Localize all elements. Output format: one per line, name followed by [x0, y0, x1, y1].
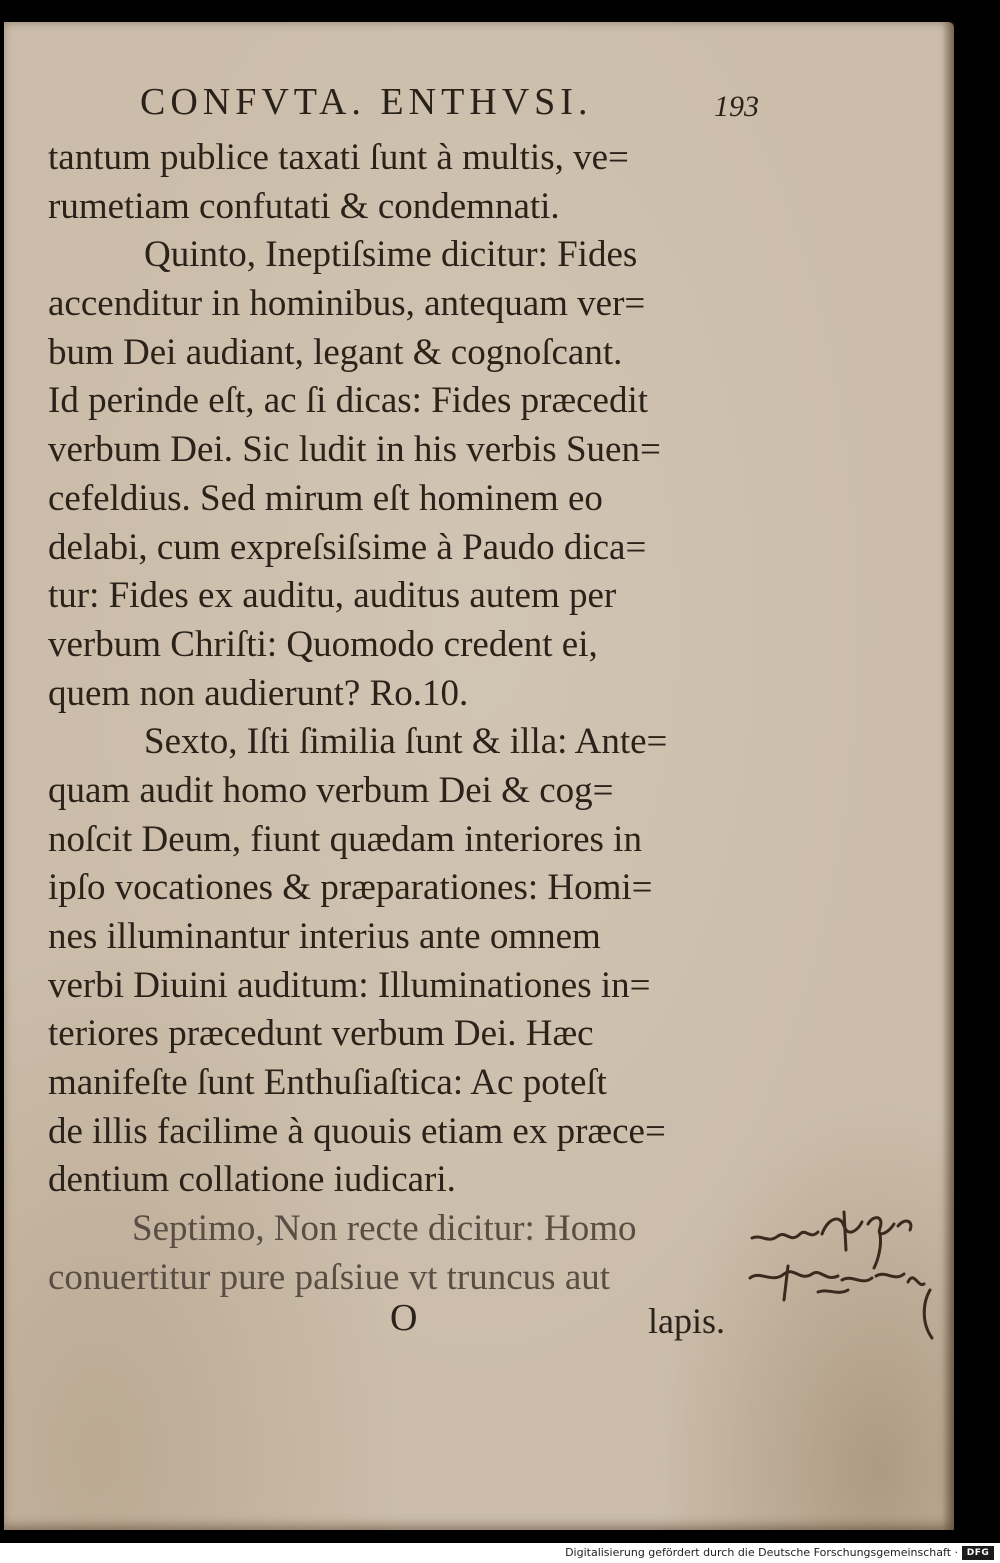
- text-line: noſcit Deum, fiunt quædam interiores in: [48, 818, 642, 860]
- text-line: teriores præcedunt verbum Dei. Hæc: [48, 1013, 594, 1055]
- catchword: lapis.: [648, 1301, 725, 1341]
- text-line: verbi Diuini auditum: Illuminationes in=: [48, 964, 651, 1006]
- book-page: [4, 22, 954, 1530]
- running-head-title: CONFVTA. ENTHVSI.: [140, 81, 593, 123]
- text-line: Quinto, Ineptiſsime dicitur: Fides: [144, 234, 638, 276]
- text-line: Septimo, Non recte dicitur: Homo: [132, 1208, 637, 1250]
- catchword-row: [48, 1296, 768, 1346]
- text-line: manifeſte ſunt Enthuſiaſtica: Ac poteſt: [48, 1062, 607, 1104]
- text-line: verbum Chriſti: Quomodo credent ei,: [48, 623, 598, 665]
- text-line: cefeldius. Sed mirum eſt hominem eo: [48, 477, 603, 519]
- handwritten-marginal-note-icon: [748, 1204, 948, 1344]
- signature-mark: O: [390, 1297, 418, 1339]
- text-line: nes illuminantur interius ante omnem: [48, 916, 601, 957]
- text-line: quem non audierunt? Ro.10.: [48, 672, 469, 714]
- text-line: Id perinde eſt, ac ſi dicas: Fides præcedit: [48, 380, 649, 422]
- text-line: tur: Fides ex auditu, auditus autem per: [48, 575, 617, 617]
- running-head: [140, 80, 760, 126]
- text-line: de illis facilime à quouis etiam ex præce=: [48, 1110, 666, 1152]
- text-line: tantum publice taxati ſunt à multis, ve=: [48, 137, 629, 178]
- text-line: verbum Dei. Sic ludit in his verbis Suen=: [48, 429, 661, 471]
- footer-bar: [0, 1543, 1000, 1563]
- text-line: rumetiam confutati & condemnati.: [48, 185, 560, 227]
- text-line: bum Dei audiant, legant & cognoſcant.: [48, 331, 623, 373]
- dfg-logo-icon: DFG: [962, 1546, 994, 1560]
- page-number: 193: [714, 90, 759, 123]
- funding-credit: Digitalisierung gefördert durch die Deutsche Forschungsgemeinschaft ·: [565, 1546, 958, 1559]
- text-line: delabi, cum expreſsiſsime à Paudo dica=: [48, 526, 647, 568]
- body-text: [48, 134, 768, 1303]
- text-line: Sexto, Iſti ſimilia ſunt & illa: Ante=: [144, 721, 668, 763]
- text-line: accenditur in hominibus, antequam ver=: [48, 283, 646, 325]
- text-line: conuertitur pure paſsiue vt truncus aut: [48, 1256, 611, 1298]
- text-line: ipſo vocationes & præparationes: Homi=: [48, 867, 653, 909]
- text-line: quam audit homo verbum Dei & cog=: [48, 769, 614, 811]
- text-line: dentium collatione iudicari.: [48, 1159, 456, 1201]
